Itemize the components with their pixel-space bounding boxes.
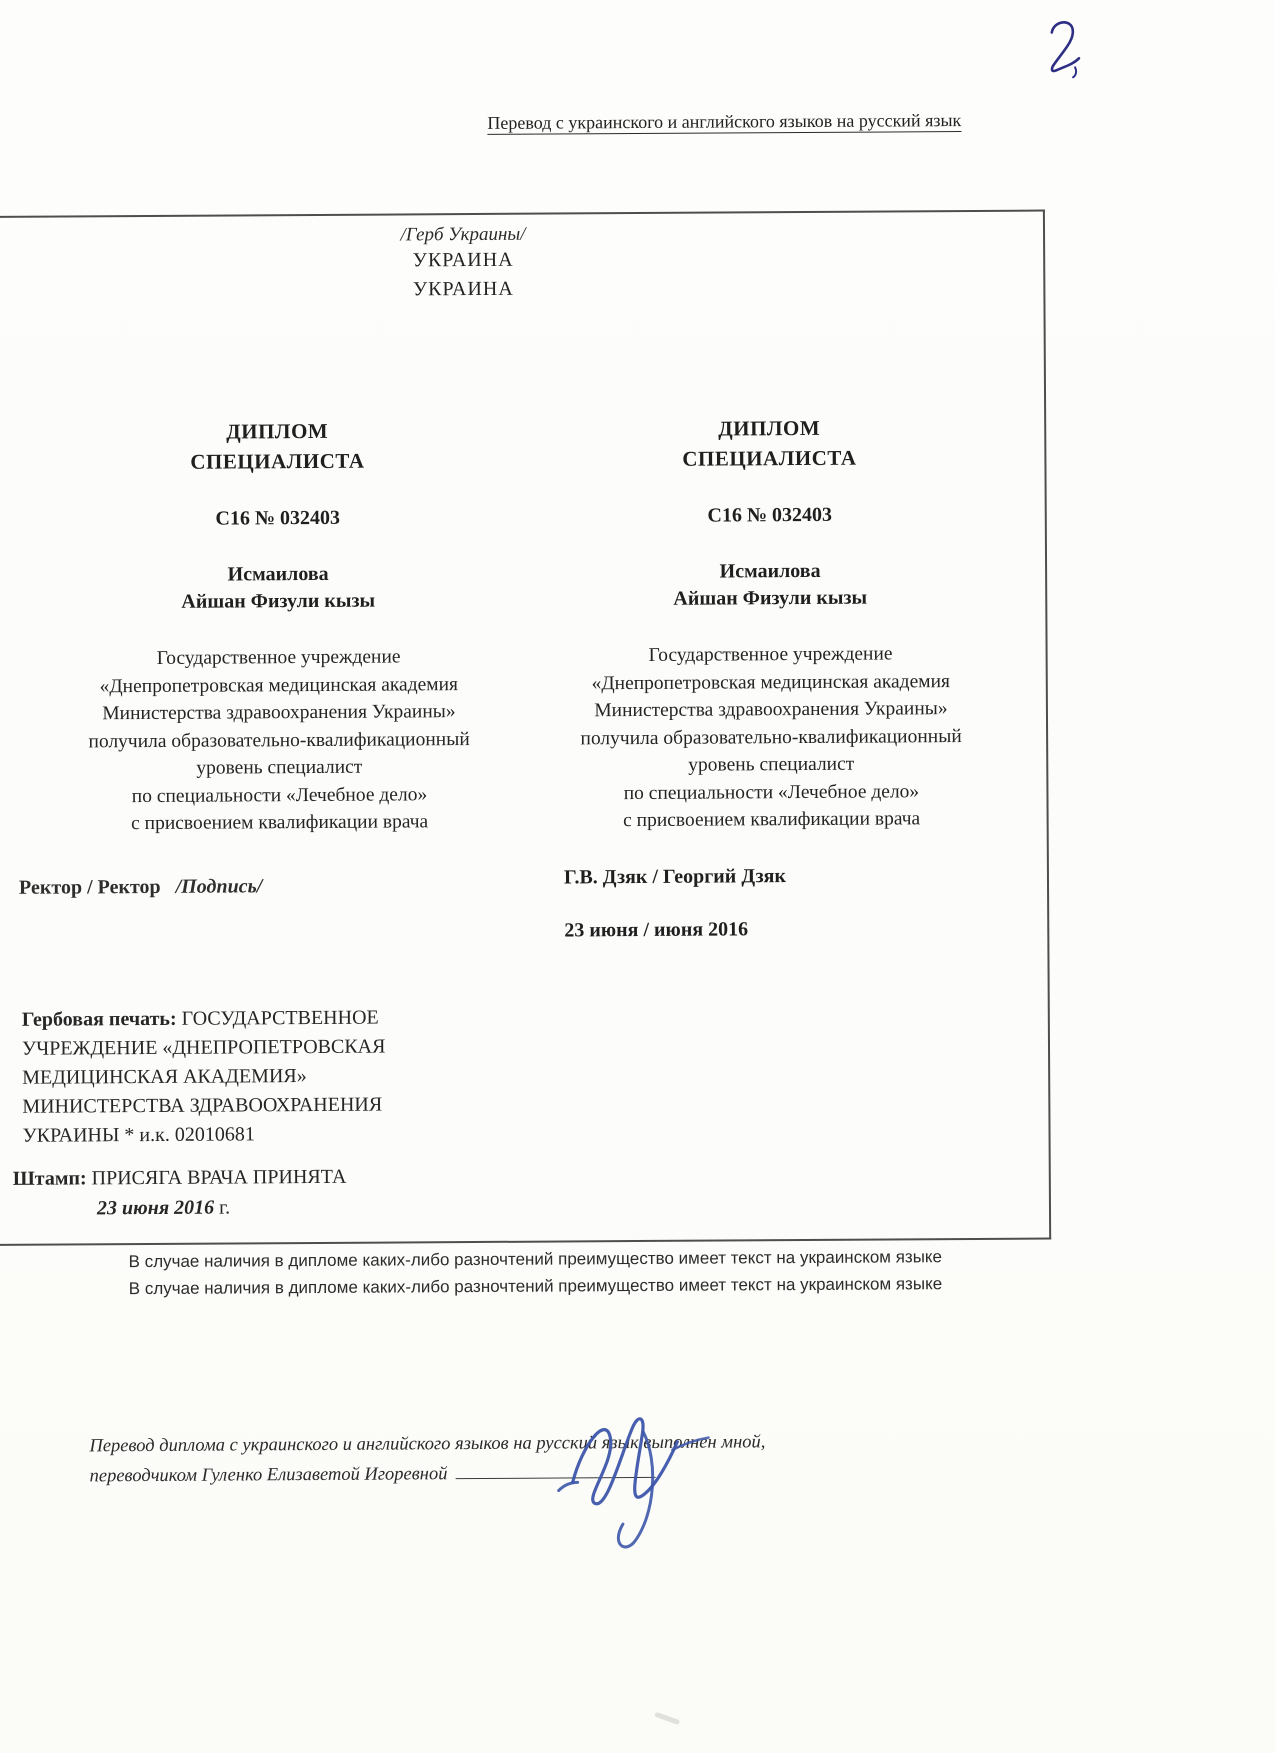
stamp-date-suffix: г. [219,1196,231,1219]
seal-line [22,1003,482,1035]
diploma-heading-line-1: ДИПЛОМ [226,418,329,444]
official-seal-text [22,1003,483,1151]
diploma-body-text [40,643,519,838]
rector-label: Ректор / Ректор [18,875,161,899]
diploma-column-left [38,415,519,838]
diploma-heading-line-2: СПЕЦИАЛИСТА [190,448,365,474]
body-line: Государственное учреждение [156,646,401,669]
handwritten-signature-icon [544,1386,721,1555]
country-line-2: УКРАИНА [412,277,514,301]
diploma-heading-line-1: ДИПЛОМ [718,415,821,441]
seal-label: Гербовая печать: [21,1007,177,1031]
diploma-heading-line-2: СПЕЦИАЛИСТА [682,445,857,471]
body-line: «Днепропетровская медицинская академия [591,670,951,694]
body-line: по специальности «Лечебное дело» [623,780,920,804]
country-line-1: УКРАИНА [412,248,514,272]
signer-name-line: Г.В. Дзяк / Георгий Дзяк [563,865,787,889]
stamp-date: 23 июня 2016 [96,1196,215,1220]
holder-given-names: Айшан Физули кызы [673,586,868,610]
body-line: получила образовательно-квалификационный [88,728,470,752]
diploma-holder-name [531,557,1009,614]
diploma-body-text [532,640,1011,835]
holder-surname: Исмаилова [719,559,821,583]
seal-line-text: ГОСУДАРСТВЕННОЕ [181,1006,379,1030]
body-line: с присвоением квалификации врача [623,808,921,832]
stamp-line-text: ПРИСЯГА ВРАЧА ПРИНЯТА [91,1165,347,1190]
body-line: Государственное учреждение [648,643,893,666]
seal-line: МИНИСТЕРСТВА ЗДРАВООХРАНЕНИЯ [22,1093,383,1118]
translation-title [384,109,1064,134]
discrepancy-footnotes [3,1243,1067,1302]
footnote-line: В случае наличия в дипломе каких-либо разночтений преимущество имеет текст на украинском языке [128,1247,943,1272]
rector-line [19,875,262,899]
coat-of-arms-note: /Герб Украины/ [400,223,526,246]
stamp-date-line [13,1191,483,1224]
translation-title-text: Перевод с украинского и английского языков на русский язык [487,110,962,133]
body-line: уровень специалист [196,756,363,779]
seal-line: УКРАИНЫ * и.к. 02010681 [22,1123,255,1147]
translator-statement-line-2 [90,1456,990,1491]
seal-line: УЧРЕЖДЕНИЕ «ДНЕПРОПЕТРОВСКАЯ [21,1035,386,1060]
translator-statement [89,1426,989,1491]
body-line: с присвоением квалификации врача [131,811,429,835]
issue-date-line: 23 июня / июня 2016 [564,918,749,942]
body-line: уровень специалист [688,753,855,776]
diploma-heading [38,415,516,478]
translator-statement-line-1: Перевод диплома с украинского и английского языков на русский язык выполнен мной, [89,1432,766,1457]
body-line: Министерства здравоохранения Украины» [102,701,456,725]
stamp-text [13,1161,483,1224]
holder-given-names: Айшан Физули кызы [181,589,376,613]
diploma-heading [530,412,1008,475]
body-line: по специальности «Лечебное дело» [131,783,428,807]
body-line: получила образовательно-квалификационный [580,725,962,749]
stamp-label: Штамп: [12,1167,87,1190]
scan-smudge [654,1712,680,1725]
diploma-frame [0,210,1051,1246]
stamp-line [13,1161,483,1194]
body-line: Министерства здравоохранения Украины» [594,698,948,722]
document-header [0,221,937,307]
seal-line: МЕДИЦИНСКАЯ АКАДЕМИЯ» [22,1065,307,1089]
footnote-line: В случае наличия в дипломе каких-либо разночтений преимущество имеет текст на украинском языке [128,1273,943,1298]
diploma-column-right [530,412,1011,835]
translator-name-text: переводчиком Гуленко Елизаветой Игоревной [89,1464,448,1487]
diploma-holder-name [39,560,517,617]
body-line: «Днепропетровская медицинская академия [99,673,459,697]
diploma-series-number: С16 № 032403 [215,506,341,530]
handwritten-page-number-icon [1042,15,1088,81]
diploma-series-number: С16 № 032403 [707,503,833,527]
holder-surname: Исмаилова [227,562,329,586]
signature-placeholder-note: /Подпись/ [175,875,263,898]
